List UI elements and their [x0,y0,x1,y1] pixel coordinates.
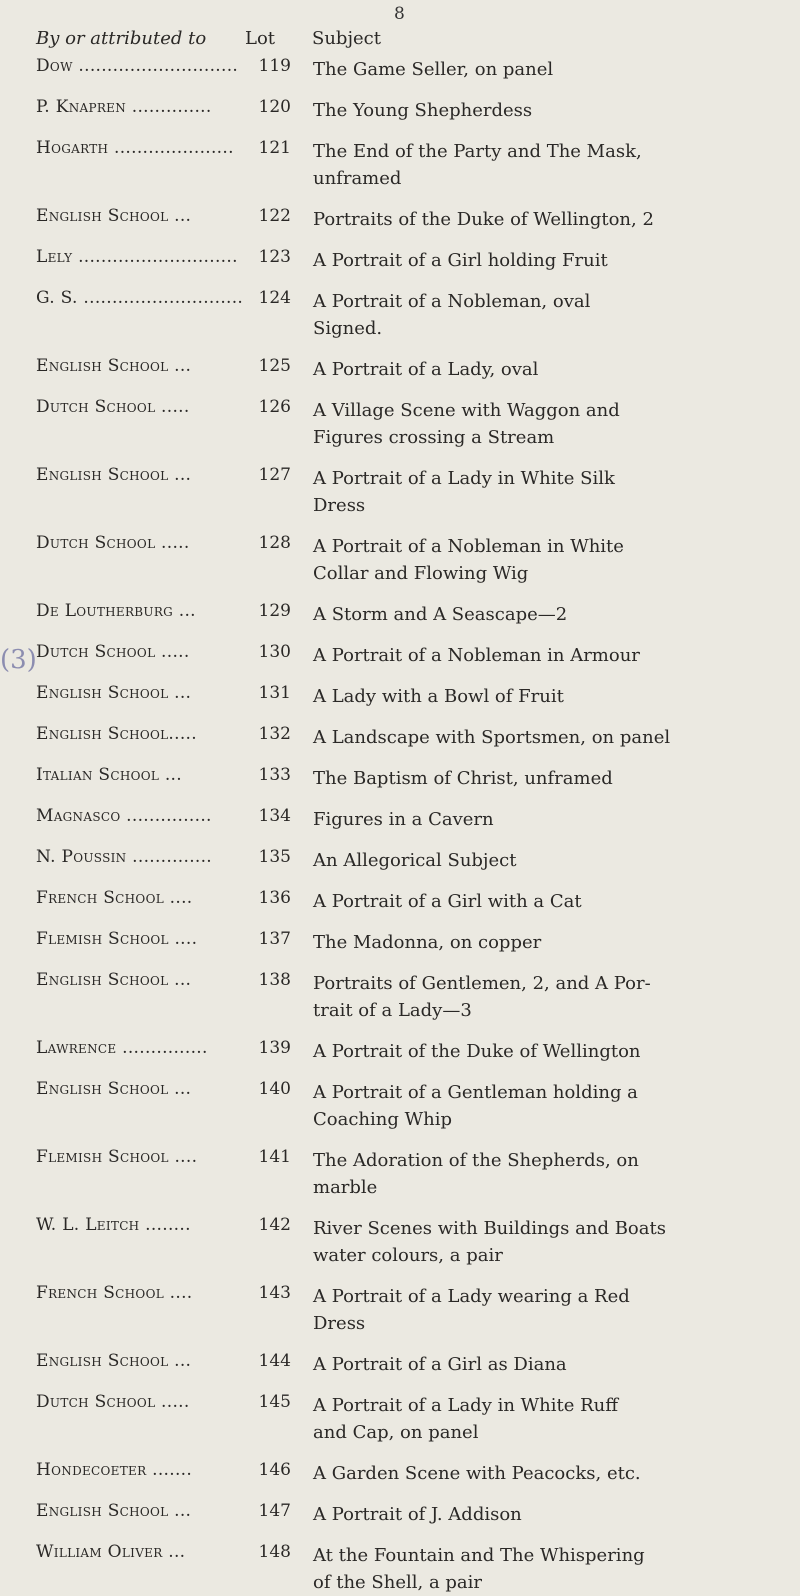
entry-lot-number: 144 [258,1351,291,1371]
entry-subject-line: Portraits of the Duke of Wellington, 2 [313,209,654,230]
catalogue-entry [0,356,800,384]
entry-lot-number: 136 [258,888,291,908]
entry-artist: Dutch School ..... [36,1392,190,1412]
entry-subject-line: Coaching Whip [313,1109,452,1130]
entry-subject-line: A Portrait of a Girl with a Cat [313,891,582,912]
entry-artist: P. Knapren .............. [36,97,212,117]
column-header-artist: By or attributed to [36,28,207,49]
entry-subject-line: The Young Shepherdess [313,100,533,121]
entry-subject-line: An Allegorical Subject [313,850,517,871]
catalogue-entry [0,970,800,1021]
entry-subject-line: A Portrait of a Lady in White Ruff [313,1395,619,1416]
catalogue-entry [0,724,800,752]
catalogue-entry [0,1460,800,1488]
entry-lot-number: 134 [258,806,291,826]
entry-artist: William Oliver ... [36,1542,186,1562]
entry-artist: English School ... [36,206,192,226]
entry-subject-line: The Game Seller, on panel [313,59,554,80]
entry-lot-number: 124 [258,288,291,308]
entry-artist: Flemish School .... [36,929,198,949]
entry-lot-number: 147 [258,1501,291,1521]
catalogue-entry [0,1392,800,1443]
entry-lot-number: 141 [258,1147,291,1167]
entry-subject-line: The Madonna, on copper [313,932,542,953]
entry-lot-number: 142 [258,1215,291,1235]
entry-lot-number: 119 [258,56,291,76]
entry-lot-number: 133 [258,765,291,785]
entry-subject-line: Dress [313,1313,366,1334]
entry-lot-number: 145 [258,1392,291,1412]
catalogue-entry [0,465,800,516]
catalogue-entry [0,206,800,234]
entry-subject-line: A Portrait of a Lady, oval [313,359,539,380]
entry-subject-line: A Portrait of a Lady wearing a Red [313,1286,630,1307]
entry-subject-line: A Lady with a Bowl of Fruit [313,686,564,707]
entry-subject-line: of the Shell, a pair [313,1572,483,1593]
entry-artist: Dutch School ..... [36,397,190,417]
catalogue-entry [0,56,800,84]
entry-lot-number: 132 [258,724,291,744]
entry-artist: French School .... [36,888,193,908]
margin-handwritten-mark: (3) [0,645,37,675]
entry-artist: English School ... [36,1079,192,1099]
column-header-lot: Lot [245,28,276,49]
entry-subject-line: Collar and Flowing Wig [313,563,529,584]
entry-subject-line: A Portrait of a Nobleman in White [313,536,624,557]
entry-lot-number: 121 [258,138,291,158]
entry-lot-number: 140 [258,1079,291,1099]
entry-artist: English School..... [36,724,197,744]
entry-subject-line: A Portrait of a Lady in White Silk [313,468,615,489]
entry-artist: Dutch School ..... [36,642,190,662]
entry-artist: English School ... [36,970,192,990]
entry-subject-line: A Village Scene with Waggon and [313,400,620,421]
entry-subject-line: Signed. [313,318,383,339]
entry-lot-number: 139 [258,1038,291,1058]
entry-subject-line: marble [313,1177,378,1198]
entry-subject-line: Figures in a Cavern [313,809,494,830]
entry-lot-number: 120 [258,97,291,117]
entry-artist: Flemish School .... [36,1147,198,1167]
catalogue-entry [0,97,800,125]
catalogue-entry [0,1215,800,1266]
entry-subject-line: Dress [313,495,366,516]
entry-artist: English School ... [36,1501,192,1521]
entry-subject-line: A Portrait of a Nobleman in Armour [313,645,640,666]
entry-subject-line: A Portrait of a Girl holding Fruit [313,250,608,271]
entry-subject-line: A Portrait of a Gentleman holding a [313,1082,638,1103]
entry-artist: N. Poussin .............. [36,847,213,867]
entry-artist: Italian School ... [36,765,182,785]
entry-subject-line: trait of a Lady—3 [313,1000,472,1021]
catalogue-entry [0,1283,800,1334]
entry-artist: English School ... [36,1351,192,1371]
entry-lot-number: 137 [258,929,291,949]
catalogue-entry [0,888,800,916]
entry-lot-number: 125 [258,356,291,376]
entry-lot-number: 146 [258,1460,291,1480]
entry-artist: Hogarth ..................... [36,138,234,158]
entry-artist: Lawrence ............... [36,1038,208,1058]
catalogue-entry [0,247,800,275]
entry-subject-line: unframed [313,168,402,189]
entry-artist: Lely ............................ [36,247,238,267]
entry-artist: English School ... [36,683,192,703]
entry-subject-line: A Portrait of a Nobleman, oval [313,291,591,312]
catalogue-entry [0,601,800,629]
entry-subject-line: Figures crossing a Stream [313,427,555,448]
entry-artist: W. L. Leitch ........ [36,1215,191,1235]
entry-subject-line: and Cap, on panel [313,1422,479,1443]
entry-lot-number: 148 [258,1542,291,1562]
entry-lot-number: 138 [258,970,291,990]
entry-lot-number: 135 [258,847,291,867]
catalogue-entry [0,1501,800,1529]
catalogue-entry [0,1079,800,1130]
catalogue-entry [0,929,800,957]
entry-artist: English School ... [36,356,192,376]
entry-subject-line: water colours, a pair [313,1245,503,1266]
entry-artist: Magnasco ............... [36,806,212,826]
entry-artist: English School ... [36,465,192,485]
catalogue-entry [0,397,800,448]
entry-lot-number: 127 [258,465,291,485]
entry-subject-line: A Landscape with Sportsmen, on panel [313,727,671,748]
column-header-subject: Subject [312,28,381,49]
entry-artist: De Louтherburg ... [36,601,196,621]
page-number: 8 [394,4,405,24]
entry-artist: Dutch School ..... [36,533,190,553]
entry-lot-number: 128 [258,533,291,553]
entry-subject-line: The End of the Party and The Mask, [313,141,642,162]
entry-artist: French School .... [36,1283,193,1303]
entry-artist: G. S. ............................ [36,288,244,308]
entry-subject-line: Portraits of Gentlemen, 2, and A Por- [313,973,651,994]
entry-subject-line: The Adoration of the Shepherds, on [313,1150,639,1171]
catalogue-entry [0,1147,800,1198]
entry-artist: Dow ............................ [36,56,239,76]
catalogue-entry [0,683,800,711]
entry-subject-line: A Storm and A Seascape—2 [313,604,568,625]
entry-lot-number: 130 [258,642,291,662]
entry-lot-number: 123 [258,247,291,267]
entry-subject-line: A Portrait of the Duke of Wellington [313,1041,641,1062]
entry-subject-line: The Baptism of Christ, unframed [313,768,613,789]
catalogue-entry [0,642,800,670]
catalogue-entry [0,138,800,189]
entry-lot-number: 143 [258,1283,291,1303]
entry-subject-line: A Portrait of J. Addison [313,1504,522,1525]
catalogue-entry [0,533,800,584]
entry-subject-line: River Scenes with Buildings and Boats [313,1218,666,1239]
entry-lot-number: 131 [258,683,291,703]
catalogue-entry [0,765,800,793]
entry-subject-line: At the Fountain and The Whispering [313,1545,645,1566]
entry-lot-number: 122 [258,206,291,226]
catalogue-entry [0,1351,800,1379]
entry-lot-number: 126 [258,397,291,417]
entry-subject-line: A Portrait of a Girl as Diana [313,1354,567,1375]
entry-artist: Hondecoeter ....... [36,1460,193,1480]
entry-lot-number: 129 [258,601,291,621]
catalogue-entry [0,806,800,834]
catalogue-entry [0,1542,800,1593]
catalogue-entry [0,847,800,875]
entry-subject-line: A Garden Scene with Peacocks, etc. [313,1463,641,1484]
catalogue-entry [0,1038,800,1066]
catalogue-entry [0,288,800,339]
